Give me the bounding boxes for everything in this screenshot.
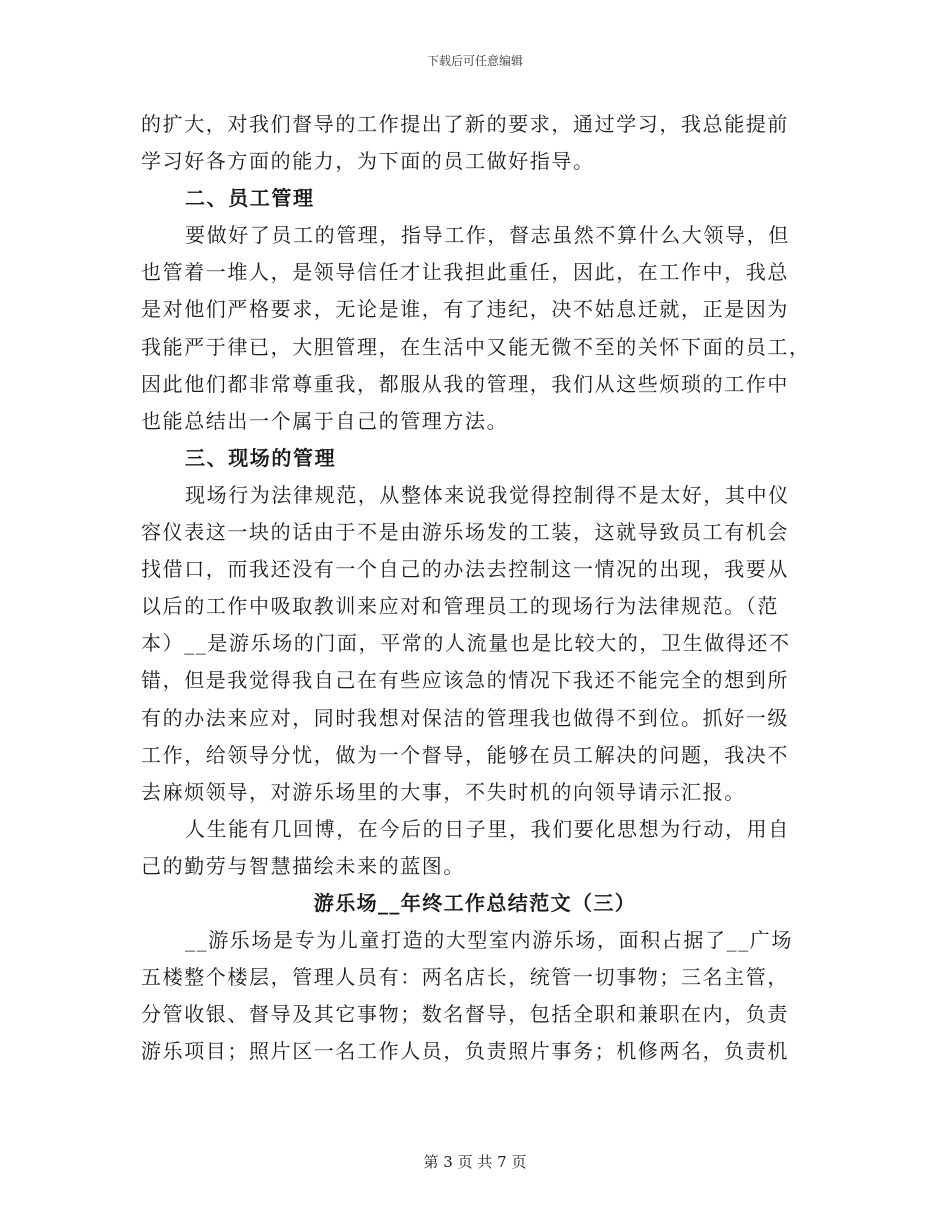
paragraph-line: 己的勤劳与智慧描绘未来的蓝图。 — [141, 853, 465, 878]
paragraph-line: 分管收银、督导及其它事物；数名督导，包括全职和兼职在内，负责 — [141, 1002, 789, 1027]
paragraph-line: 错，但是我觉得我自己在有些应该急的情况下我还不能完全的想到所 — [141, 668, 789, 693]
paragraph-line: 本）__是游乐场的门面，平常的人流量也是比较大的，卫生做得还不 — [141, 631, 791, 656]
page-number: 第 3 页 共 7 页 — [423, 1153, 527, 1171]
document-section-title: 游乐场__年终工作总结范文（三） — [313, 890, 637, 915]
paragraph-line: 是对他们严格要求，无论是谁，有了违纪，决不姑息迁就，正是因为 — [141, 297, 789, 322]
paragraph-line: 现场行为法律规范，从整体来说我觉得控制得不是太好，其中仪 — [185, 482, 790, 507]
page-header-note: 下载后可任意编辑 — [426, 54, 523, 68]
paragraph-line: 五楼整个楼层，管理人员有：两名店长，统管一切事物；三名主管， — [141, 965, 789, 990]
paragraph-line: 有的办法来应对，同时我想对保洁的管理我也做得不到位。抓好一级 — [141, 705, 789, 730]
paragraph-line: 也能总结出一个属于自己的管理方法。 — [141, 408, 509, 433]
paragraph-line: 也管着一堆人，是领导信任才让我担此重任，因此，在工作中，我总 — [141, 260, 789, 285]
section-heading-staff-management: 二、员工管理 — [185, 186, 315, 211]
paragraph-line: 容仪表这一块的话由于不是由游乐场发的工装，这就导致员工有机会 — [141, 520, 789, 545]
paragraph-line: 找借口，而我还没有一个自己的办法去控制这一情况的出现，我要从 — [141, 557, 789, 582]
paragraph-line: 以后的工作中吸取教训来应对和管理员工的现场行为法律规范。（范 — [141, 594, 779, 619]
paragraph-line: 人生能有几回博，在今后的日子里，我们要化思想为行动，用自 — [185, 816, 790, 841]
paragraph-line: 学习好各方面的能力，为下面的员工做好指导。 — [141, 149, 595, 174]
document-body — [141, 106, 809, 1070]
paragraph-line: 的扩大，对我们督导的工作提出了新的要求，通过学习，我总能提前 — [141, 112, 789, 136]
paragraph-line: 因此他们都非常尊重我，都服从我的管理，我们从这些烦琐的工作中 — [141, 371, 789, 396]
section-heading-site-management: 三、现场的管理 — [185, 445, 337, 470]
paragraph-line: 工作，给领导分忧，做为一个督导，能够在员工解决的问题，我决不 — [141, 742, 789, 767]
paragraph-line: 游乐项目；照片区一名工作人员，负责照片事务；机修两名，负责机 — [141, 1039, 789, 1064]
paragraph-line: 我能严于律已，大胆管理，在生活中又能无微不至的关怀下面的员工， — [141, 334, 811, 359]
paragraph-line: 要做好了员工的管理，指导工作，督志虽然不算什么大领导，但 — [185, 223, 790, 248]
paragraph-line: 去麻烦领导，对游乐场里的大事，不失时机的向领导请示汇报。 — [141, 779, 746, 804]
paragraph-line: __游乐场是专为儿童打造的大型室内游乐场，面积占据了__广场 — [185, 928, 793, 953]
